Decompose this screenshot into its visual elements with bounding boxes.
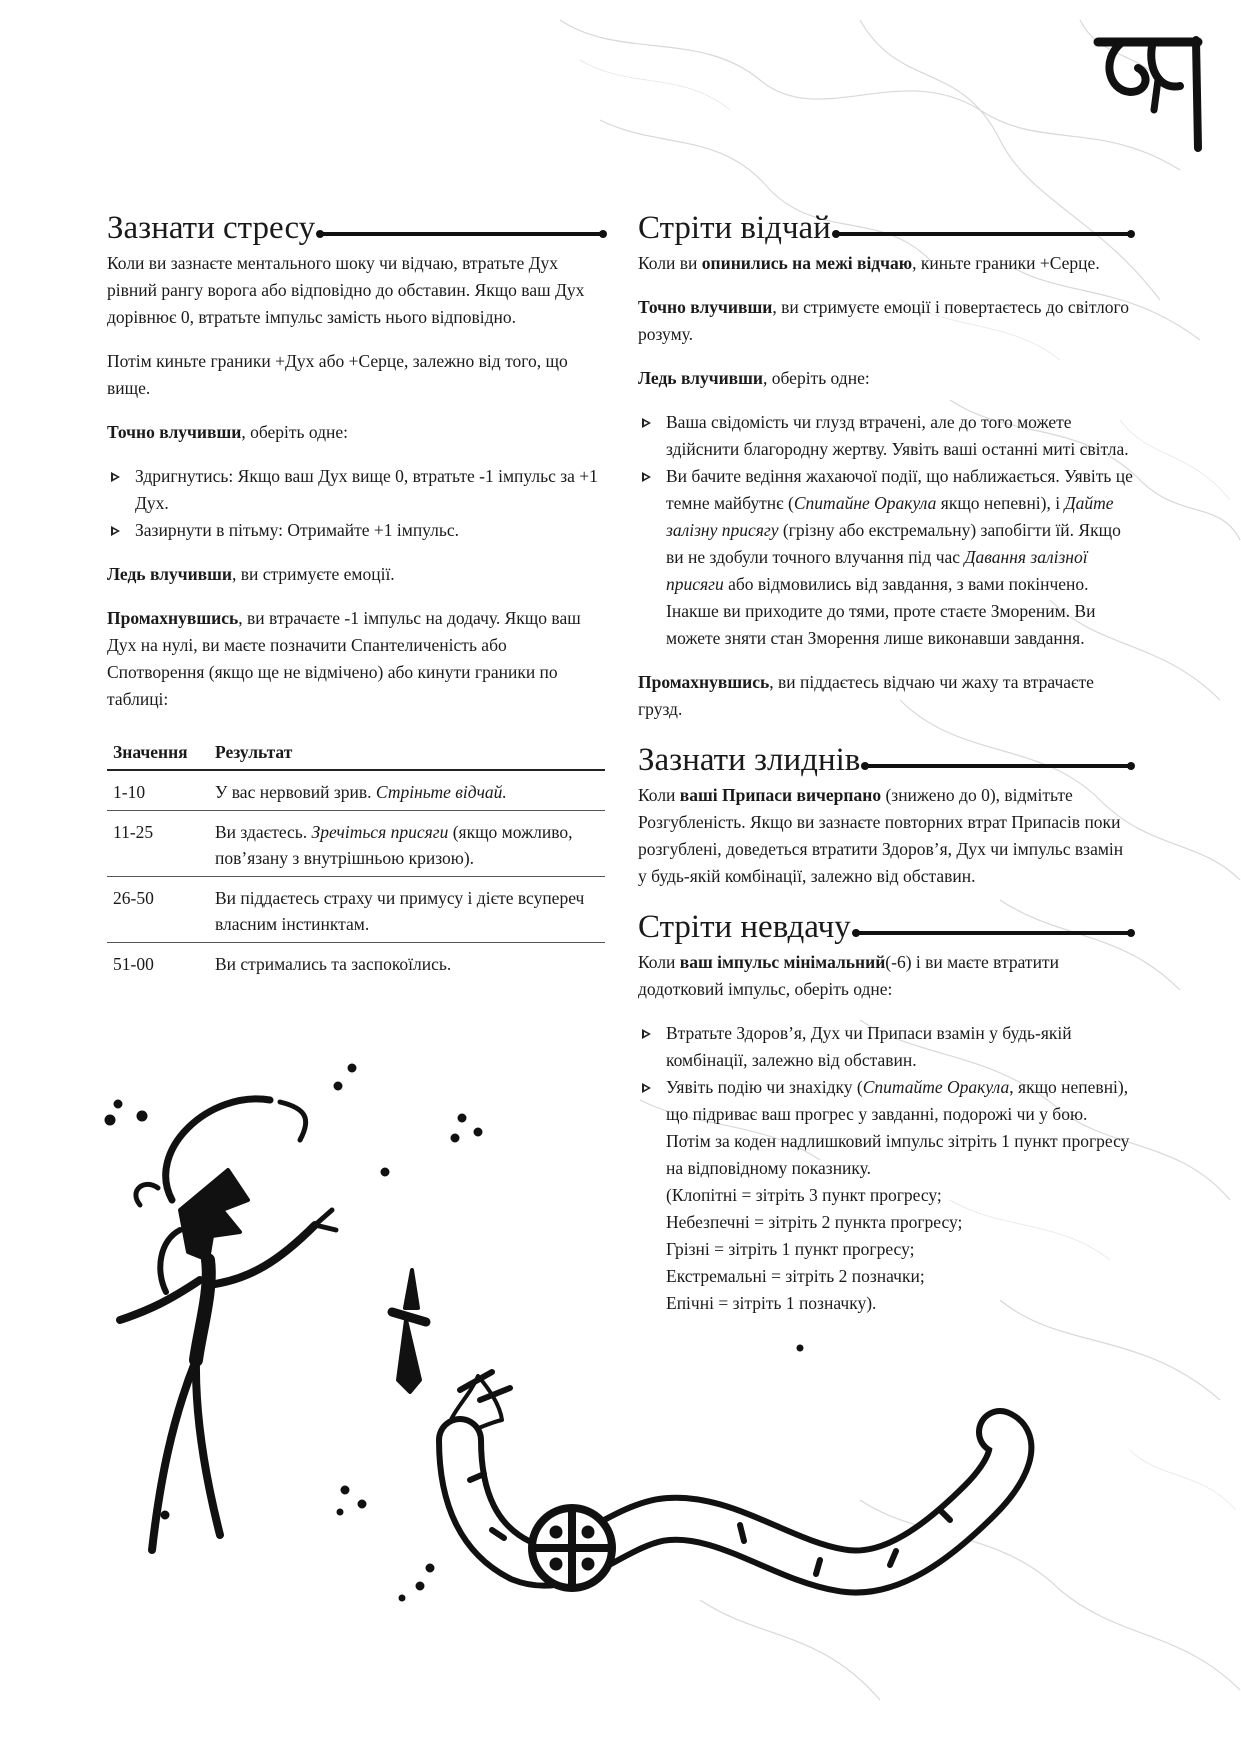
stress-strong-hit: Точно влучивши, оберіть одне: <box>107 422 349 442</box>
section-title-face-desolation: Стріти відчай <box>638 208 1133 248</box>
title-rule <box>318 232 605 236</box>
table-row: 11-25 Ви здаєтесь. Зречіться присяги (якщо можливо, пов’язану з внутрішньою кризою). <box>107 811 605 877</box>
stress-weak-hit: Ледь влучивши, ви стримуєте емоції. <box>107 564 395 584</box>
title-rule <box>854 931 1133 935</box>
list-item: Втратьте Здоров’я, Дух чи Припаси взамін у будь-якій комбінації, залежно від обставин. <box>638 1020 1133 1074</box>
stress-intro: Коли ви зазнаєте ментального шоку чи відчаю, втратьте Дух рівний рангу ворога або відповідно до обставин. Якщо ваш Дух дорівнює 0, втратьте імпульс замість нього відповідно. <box>107 253 585 327</box>
section-title-endure-stress: Зазнати стресу <box>107 208 605 248</box>
section-title-out-of-supply: Зазнати злиднів <box>638 740 1133 780</box>
title-rule <box>834 232 1133 236</box>
list-item: Уявіть подію чи знахідку (Спитайте Оракула, якщо непевні), що підриває ваш прогрес у завданні, подорожі чи у бою. Потім за коден надлишковий імпульс зітріть 1 пункт прогресу на відповідному показнику. (Клопітні = зітріть 3 пункт прогресу; Небезпечні = зітріть 2 пункта прогресу; Грізні = зітріть 1 пункт прогресу; Екстремальні = зітріть 2 позначки; Епічні = зітріть 1 позначку). <box>638 1074 1133 1317</box>
title-rule <box>863 764 1133 768</box>
stress-miss: Промахнувшись, ви втрачаєте -1 імпульс на додачу. Якщо ваш Дух на нулі, ви маєте позначити Спантеличеність або Спотворення (якщо ще не відмічено) або кинути граники по таблиці: <box>107 608 581 709</box>
table-row: 51-00 Ви стримались та заспокоїлись. <box>113 954 452 974</box>
list-item: Ви бачите ведіння жахаючої події, що наближається. Уявіть це темне майбутнє (Спитайне Оракула якщо непевні), і Дайте залізну присягу (грізну або екстремальну) запобігти їй. Якщо ви не здобули точного влучання під час Давання залізної присяги або відмовились від завдання, з вами покінчено. Інакше ви приходите до тями, проте стаєте Змореним. Ви можете зняти стан Зморення лише виконавши завдання. <box>638 463 1133 652</box>
list-item: Здригнутись: Якщо ваш Дух вище 0, втратьте -1 імпульс за +1 Дух. <box>107 463 605 517</box>
stress-result-table <box>107 739 605 982</box>
list-item: Ваша свідомість чи глузд втрачені, але до того можете здійснити благородну жертву. Уявіть ваші останні миті світла. <box>638 409 1133 463</box>
despair-weak-hit: Ледь влучивши, оберіть одне: <box>638 368 870 388</box>
left-column <box>107 208 605 982</box>
despair-options <box>638 409 1133 652</box>
despair-intro: Коли ви опинились на межі відчаю, киньте граники +Серце. <box>638 253 1100 273</box>
list-item: Зазирнути в пітьму: Отримайте +1 імпульс. <box>107 517 605 544</box>
corner-rune-icon <box>1090 30 1210 160</box>
stress-options <box>107 463 605 544</box>
figure-and-serpent-illustration <box>100 1060 1100 1680</box>
despair-miss: Промахнувшись, ви піддаєтесь відчаю чи жаху та втрачаєте грузд. <box>638 672 1094 719</box>
failure-intro: Коли ваш імпульс мінімальний(-6) і ви маєте втратити додотковий імпульс, оберіть одне: <box>638 952 1059 999</box>
despair-strong-hit: Точно влучивши, ви стримуєте емоції і повертаєтесь до світлого розуму. <box>638 297 1130 344</box>
table-header-result: Результат <box>215 742 293 762</box>
section-title-face-setback: Стріти невдачу <box>638 907 1133 947</box>
want-text: Коли ваші Припаси вичерпано (знижено до 0), відмітьте Розгубленість. Якщо ви зазнаєте повторних втрат Припасів поки розгублені, доведеться втратити Здоров’я, Дух чи імпульс взамін у будь-якій комбінації, залежно від обставин. <box>638 785 1124 886</box>
table-header-value: Значення <box>113 742 188 762</box>
table-row: 1-10 У вас нервовий зрив. Стріньте відчай. <box>107 770 605 811</box>
table-row: 26-50 Ви піддаєтесь страху чи примусу і дієте всупереч власним інстинктам. <box>107 877 605 943</box>
stress-roll: Потім киньте граники +Дух або +Серце, залежно від того, що вище. <box>107 351 568 398</box>
